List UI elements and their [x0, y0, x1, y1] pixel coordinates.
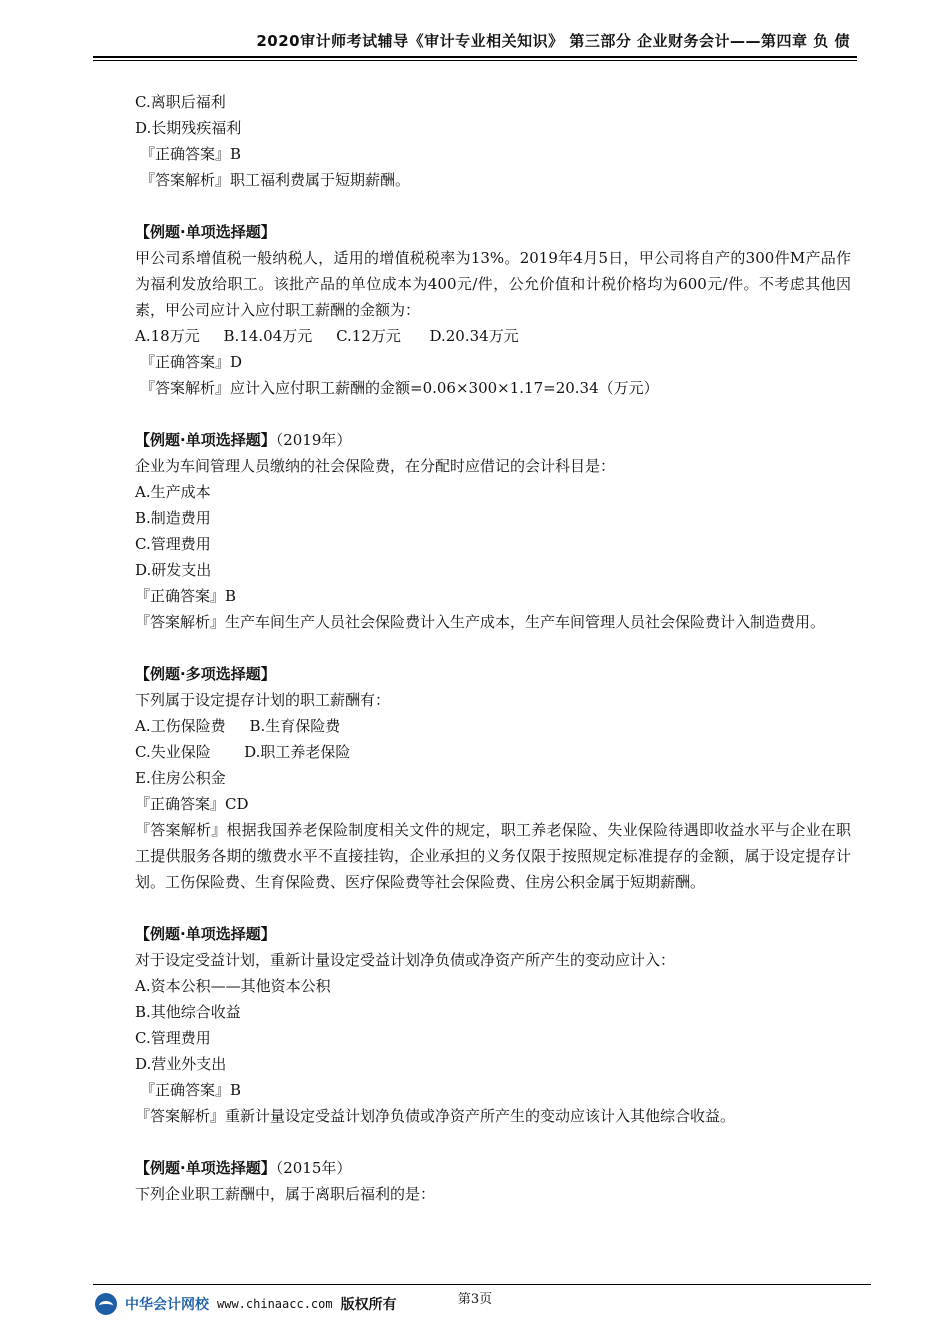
question-type-label: 【例题·单项选择题】	[135, 1159, 276, 1177]
paragraph: 『答案解析』根据我国养老保险制度相关文件的规定，职工养老保险、失业保险待遇即收益水平与企业在职工提供服务各期的缴费水平不直接挂钩，企业承担的义务仅限于按照规定标准提存的金额，属于设定提存计划。工伤保险费、生育保险费、医疗保险费等社会保险费、住房公积金属于短期薪酬。	[135, 821, 851, 891]
text-line: 『正确答案』B	[135, 587, 237, 605]
header-rule-thin	[93, 60, 857, 61]
footer-rule	[93, 1284, 871, 1285]
text-line: 『正确答案』B	[140, 145, 242, 163]
text-line: 企业为车间管理人员缴纳的社会保险费，在分配时应借记的会计科目是：	[135, 457, 616, 475]
text-line: 下列属于设定提存计划的职工薪酬有：	[135, 691, 391, 709]
text-line: 下列企业职工薪酬中，属于离职后福利的是：	[135, 1185, 436, 1203]
footer-brand	[95, 1293, 397, 1315]
text-line: D.长期残疾福利	[135, 119, 242, 137]
text-line: A.18万元 B.14.04万元 C.12万元 D.20.34万元	[135, 327, 519, 345]
question-type-label: 【例题·单项选择题】	[135, 925, 276, 943]
question-heading	[135, 921, 851, 947]
text-line: 『正确答案』D	[140, 353, 243, 371]
question-heading	[135, 1155, 851, 1181]
copyright-text: 版权所有	[340, 1297, 397, 1313]
text-line: D.研发支出	[135, 561, 212, 579]
text-line: 『正确答案』CD	[135, 795, 249, 813]
paragraph-gap	[135, 401, 851, 427]
text-line: B.制造费用	[135, 509, 211, 527]
paragraph: 甲公司系增值税一般纳税人，适用的增值税税率为13%。2019年4月5日，甲公司将自产的300件M产品作为福利发放给职工。该批产品的单位成本为400元/件，公允价值和计税价格均为600元/件。不考虑其他因素，甲公司应计入应付职工薪酬的金额为：	[135, 249, 851, 319]
brand-name: 中华会计网校	[125, 1297, 209, 1313]
text-line: A.资本公积——其他资本公积	[135, 977, 331, 995]
chinaacc-logo-icon	[95, 1293, 117, 1315]
text-line: E.住房公积金	[135, 769, 226, 787]
text-line: B.其他综合收益	[135, 1003, 241, 1021]
site-url: www.chinaacc.com	[217, 1297, 333, 1311]
running-header: 2020审计师考试辅导《审计专业相关知识》 第三部分 企业财务会计——第四章 负 债	[256, 32, 850, 50]
question-heading	[135, 219, 851, 245]
document-body	[135, 89, 851, 1207]
question-type-label: 【例题·多项选择题】	[135, 665, 276, 683]
text-line: C.管理费用	[135, 535, 211, 553]
paragraph-gap	[135, 193, 851, 219]
paragraph-gap	[135, 1129, 851, 1155]
text-line: C.失业保险 D.职工养老保险	[135, 743, 351, 761]
question-type-label: 【例题·单项选择题】	[135, 431, 276, 449]
paragraph: 『答案解析』生产车间生产人员社会保险费计入生产成本，生产车间管理人员社会保险费计入制造费用。	[135, 613, 826, 631]
page-number: 第3页	[457, 1292, 493, 1307]
text-line: C.离职后福利	[135, 93, 226, 111]
header-rule	[93, 56, 857, 58]
text-line: A.工伤保险费 B.生育保险费	[135, 717, 341, 735]
text-line: D.营业外支出	[135, 1055, 227, 1073]
paragraph-gap	[135, 635, 851, 661]
question-heading	[135, 427, 851, 453]
question-type-label: 【例题·单项选择题】	[135, 223, 276, 241]
question-heading	[135, 661, 851, 687]
text-line: 『正确答案』B	[140, 1081, 242, 1099]
text-line: 对于设定受益计划，重新计量设定受益计划净负债或净资产所产生的变动应计入：	[135, 951, 676, 969]
text-line: 『答案解析』职工福利费属于短期薪酬。	[140, 171, 411, 189]
question-year: （2015年）	[275, 1159, 352, 1177]
text-line: 『答案解析』应计入应付职工薪酬的金额=0.06×300×1.17=20.34（万元）	[140, 379, 659, 397]
question-year: （2019年）	[275, 431, 352, 449]
text-line: C.管理费用	[135, 1029, 211, 1047]
text-line: A.生产成本	[135, 483, 211, 501]
paragraph-gap	[135, 895, 851, 921]
text-line: 『答案解析』重新计量设定受益计划净负债或净资产所产生的变动应该计入其他综合收益。	[135, 1107, 736, 1125]
